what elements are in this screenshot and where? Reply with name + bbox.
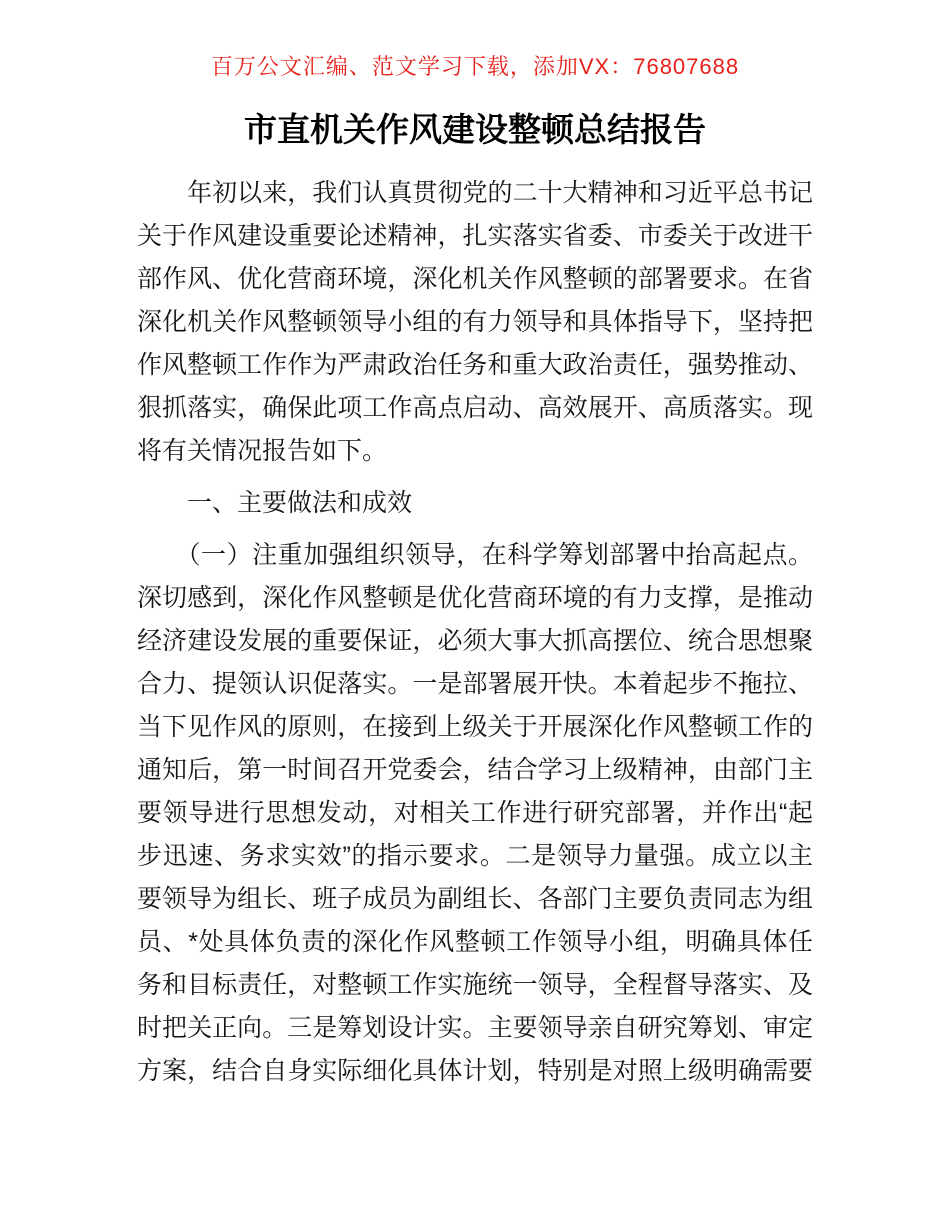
text-line: 关于作风建设重要论述精神，扎实落实省委、市委关于改进干	[137, 222, 813, 250]
text-line: 深化机关作风整顿领导小组的有力领导和具体指导下，坚持把	[137, 308, 813, 336]
paragraph	[137, 172, 813, 473]
document-title: 市直机关作风建设整顿总结报告	[244, 111, 706, 148]
text-line: 深切感到，深化作风整顿是优化营商环境的有力支撑，是推动	[137, 584, 813, 612]
text-line: 通知后，第一时间召开党委会，结合学习上级精神，由部门主	[137, 756, 813, 784]
text-line: 务和目标责任，对整顿工作实施统一领导，全程督导落实、及	[137, 971, 813, 999]
text-line: 要领导进行思想发动，对相关工作进行研究部署，并作出“起	[137, 799, 813, 827]
paragraph	[137, 534, 813, 1093]
text-line: 合力、提领认识促落实。一是部署展开快。本着起步不拖拉、	[137, 670, 813, 698]
section-heading	[137, 482, 813, 525]
text-line: 一、主要做法和成效	[137, 489, 413, 517]
text-line: 将有关情况报告如下。	[137, 437, 388, 465]
promo-banner-text: 百万公文汇编、范文学习下载，添加VX：76807688	[210, 54, 740, 79]
text-line: 狠抓落实，确保此项工作高点启动、高效展开、高质落实。现	[137, 394, 813, 422]
text-line: 当下见作风的原则，在接到上级关于开展深化作风整顿工作的	[137, 713, 813, 741]
text-line: 部作风、优化营商环境，深化机关作风整顿的部署要求。在省	[137, 265, 813, 293]
document-body	[137, 172, 813, 1093]
text-line: 要领导为组长、班子成员为副组长、各部门主要负责同志为组	[137, 885, 813, 913]
text-line: 步迅速、务求实效”的指示要求。二是领导力量强。成立以主	[137, 842, 813, 870]
text-line: 时把关正向。三是筹划设计实。主要领导亲自研究筹划、审定	[137, 1014, 813, 1042]
text-line: 经济建设发展的重要保证，必须大事大抓高摆位、统合思想聚	[137, 627, 813, 655]
text-line: 作风整顿工作作为严肃政治任务和重大政治责任，强势推动、	[137, 351, 813, 379]
text-line: 员、*处具体负责的深化作风整顿工作领导小组，明确具体任	[137, 928, 813, 956]
text-line: （一）注重加强组织领导，在科学筹划部署中抬高起点。	[137, 541, 813, 569]
text-line: 年初以来，我们认真贯彻党的二十大精神和习近平总书记	[137, 179, 813, 207]
text-line: 方案，结合自身实际细化具体计划，特别是对照上级明确需要	[137, 1057, 813, 1085]
